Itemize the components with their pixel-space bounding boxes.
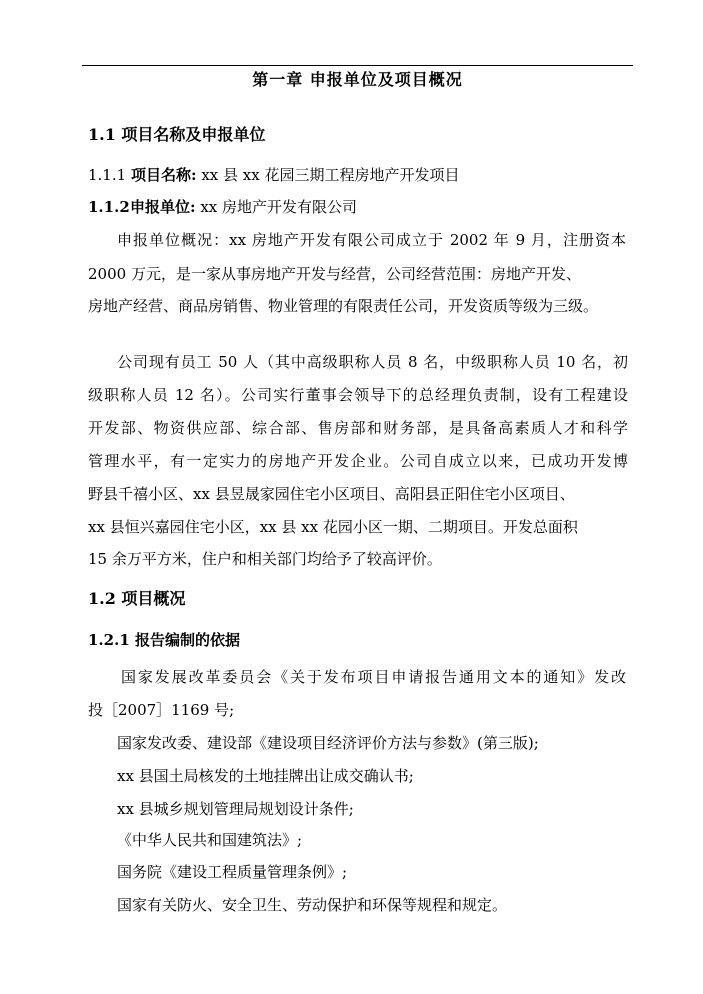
staff-line-6: xx 县恒兴嘉园住宅小区，xx 县 xx 花园小区一期、二期项目。开发总面积 (88, 518, 578, 536)
overview-line-2: 2000 万元，是一家从事房地产开发与经营，公司经营范围：房地产开发、 (88, 265, 581, 283)
staff-line-4: 管理水平，有一定实力的房地产开发企业。公司自成立以来，已成功开发博 (88, 452, 628, 470)
project-name-value: xx 县 xx 花园三期工程房地产开发项目 (201, 166, 460, 184)
chapter-title: 第一章 申报单位及项目概况 (252, 70, 463, 89)
section-heading-1-1: 1.1 项目名称及申报单位 (88, 125, 266, 144)
basis-line-8: 国家有关防火、安全卫生、劳动保护和环保等规程和规定。 (117, 896, 508, 914)
applicant-value: xx 房地产开发有限公司 (200, 198, 358, 216)
basis-line-6: 《中华人民共和国建筑法》; (117, 831, 303, 849)
basis-line-2: 投［2007］1169 号; (88, 701, 235, 719)
basis-heading: 1.2.1 报告编制的依据 (88, 631, 240, 649)
staff-line-5: 野县千禧小区、xx 县昱晟家园住宅小区项目、高阳县正阳住宅小区项目、 (88, 485, 575, 503)
section-heading-1-2: 1.2 项目概况 (88, 589, 186, 608)
applicant-line (88, 197, 357, 217)
applicant-number: 1.1.2 (88, 198, 130, 216)
basis-line-3: 国家发改委、建设部《建设项目经济评价方法与参数》(第三版); (117, 734, 539, 752)
staff-line-7: 15 余万平方米，住户和相关部门均给予了较高评价。 (88, 550, 442, 568)
basis-line-4: xx 县国土局核发的土地挂牌出让成交确认书; (117, 767, 414, 785)
project-name-label: 项目名称: (131, 166, 197, 184)
staff-line-1: 公司现有员工 50 人（其中高级职称人员 8 名，中级职称人员 10 名，初 (117, 353, 628, 371)
header-rule (82, 65, 633, 66)
overview-line-1: 申报单位概况：xx 房地产开发有限公司成立于 2002 年 9 月，注册资本 (117, 231, 626, 249)
basis-line-5: xx 县城乡规划管理局规划设计条件; (117, 800, 354, 818)
applicant-label: 申报单位: (130, 198, 196, 216)
staff-line-3: 开发部、物资供应部、综合部、售房部和财务部，是具备高素质人才和科学 (88, 419, 628, 437)
project-name-line (88, 165, 459, 185)
basis-line-1: 国家发展改革委员会《关于发布项目申请报告通用文本的通知》发改 (121, 668, 626, 686)
basis-line-7: 国务院《建设工程质量管理条例》; (117, 863, 348, 881)
project-name-number: 1.1.1 (88, 166, 127, 184)
overview-line-3: 房地产经营、商品房销售、物业管理的有限责任公司，开发资质等级为三级。 (88, 297, 599, 315)
staff-line-2: 级职称人员 12 名）。公司实行董事会领导下的总经理负责制，设有工程建设 (88, 386, 628, 404)
